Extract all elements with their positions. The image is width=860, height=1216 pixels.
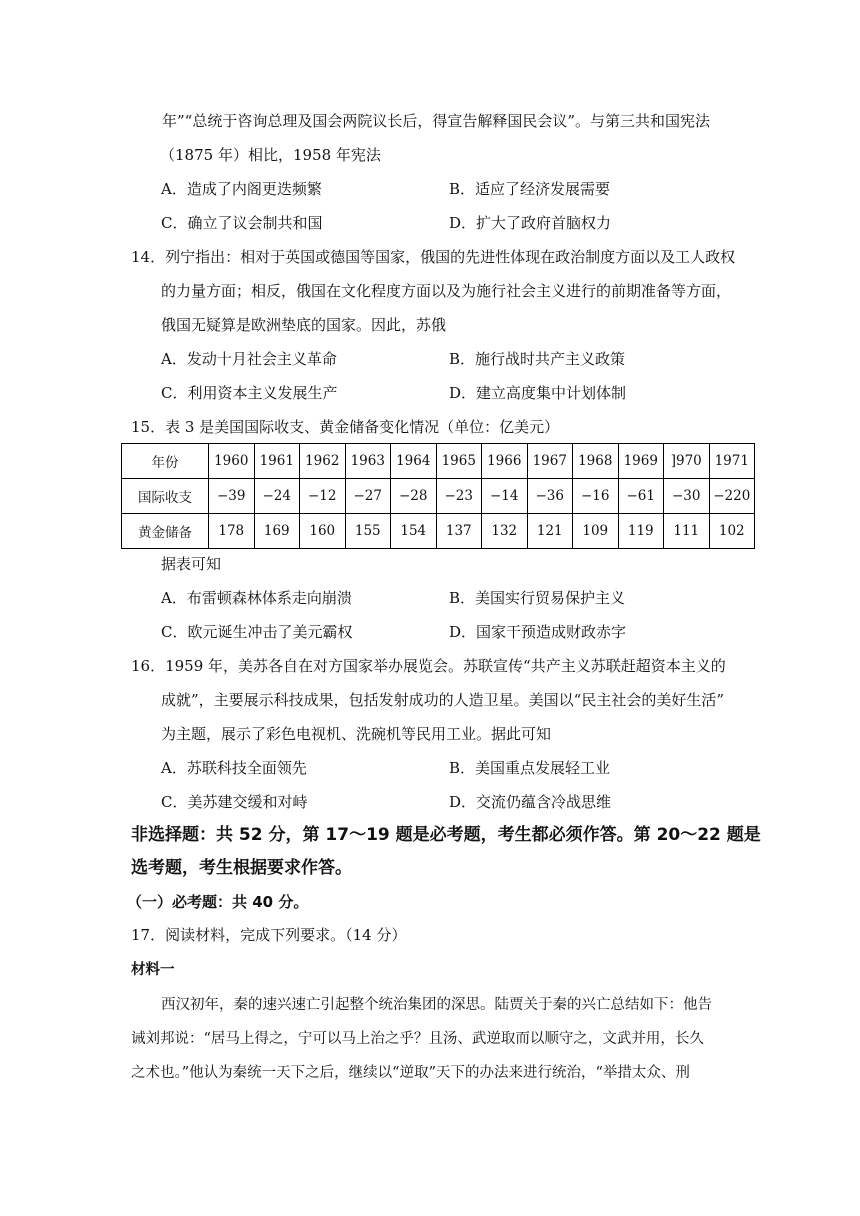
q15-option-b[interactable]: B．美国实行贸易保护主义 bbox=[449, 589, 626, 607]
table-cell: 109 bbox=[573, 514, 619, 549]
q16-option-c[interactable]: C．美苏建交缓和对峙 bbox=[161, 793, 308, 811]
q13-option-a[interactable]: A．造成了内阁更迭频繁 bbox=[161, 180, 322, 198]
q16-option-d[interactable]: D．交流仍蕴含冷战思维 bbox=[449, 793, 612, 811]
table-cell: −28 bbox=[391, 479, 437, 514]
table-cell: 132 bbox=[482, 514, 528, 549]
material-line-3: 之术也。”他认为秦统一天下之后，继续以“逆取”天下的办法来进行统治，“举措太众、刑 bbox=[131, 1065, 690, 1081]
table-cell: 121 bbox=[527, 514, 573, 549]
section-heading-line-2: 选考题，考生根据要求作答。 bbox=[131, 858, 352, 878]
q17-stem: 17．阅读材料，完成下列要求。（14 分） bbox=[131, 926, 407, 944]
table-cell: ]970 bbox=[664, 444, 710, 479]
material-line-1: 西汉初年，秦的速兴速亡引起整个统治集团的深思。陆贾关于秦的兴亡总结如下：他告 bbox=[161, 997, 712, 1013]
table-cell: −30 bbox=[664, 479, 710, 514]
q14-option-c[interactable]: C．利用资本主义发展生产 bbox=[161, 384, 338, 402]
material-line-2: 诫刘邦说：“居马上得之，宁可以马上治之乎？且汤、武逆取而以顺守之，文武并用，长久 bbox=[131, 1031, 704, 1047]
table-cell: −12 bbox=[300, 479, 346, 514]
table-cell: 1967 bbox=[527, 444, 573, 479]
table-cell: 1965 bbox=[436, 444, 482, 479]
table-cell: 160 bbox=[300, 514, 346, 549]
table-cell: −23 bbox=[436, 479, 482, 514]
table-row-balance bbox=[122, 479, 755, 514]
q14-option-a[interactable]: A．发动十月社会主义革命 bbox=[161, 350, 337, 368]
table-cell: 1963 bbox=[345, 444, 391, 479]
table-cell: −220 bbox=[709, 479, 755, 514]
q13-option-c[interactable]: C．确立了议会制共和国 bbox=[161, 214, 323, 232]
material-label: 材料一 bbox=[131, 962, 175, 978]
q15-option-d[interactable]: D．国家干预造成财政赤字 bbox=[449, 623, 627, 641]
table-cell: 1968 bbox=[573, 444, 619, 479]
table-cell: 154 bbox=[391, 514, 437, 549]
table-row-gold bbox=[122, 514, 755, 549]
q16-option-b[interactable]: B．美国重点发展轻工业 bbox=[449, 759, 611, 777]
table-row-label: 国际收支 bbox=[122, 479, 209, 514]
table-cell: −14 bbox=[482, 479, 528, 514]
section-heading-line-1: 非选择题：共 52 分，第 17～19 题是必考题，考生都必须作答。第 20～22 题是 bbox=[131, 825, 761, 845]
q15-after-table: 据表可知 bbox=[161, 555, 222, 573]
q13-option-d[interactable]: D．扩大了政府首脑权力 bbox=[449, 214, 612, 232]
table-cell: 1969 bbox=[618, 444, 664, 479]
table-cell: 178 bbox=[209, 514, 255, 549]
q14-line-1: 14．列宁指出：相对于英国或德国等国家，俄国的先进性体现在政治制度方面以及工人政权 bbox=[131, 248, 736, 266]
q13-option-b[interactable]: B．适应了经济发展需要 bbox=[449, 180, 611, 198]
q15-option-c[interactable]: C．欧元诞生冲击了美元霸权 bbox=[161, 623, 353, 641]
table-cell: 1960 bbox=[209, 444, 255, 479]
table-cell: −61 bbox=[618, 479, 664, 514]
gold-reserve-table bbox=[121, 443, 755, 549]
q16-line-3: 为主题，展示了彩色电视机、洗碗机等民用工业。据此可知 bbox=[161, 725, 552, 743]
q16-option-a[interactable]: A．苏联科技全面领先 bbox=[161, 759, 307, 777]
q14-line-2: 的力量方面；相反，俄国在文化程度方面以及为施行社会主义进行的前期准备等方面， bbox=[161, 282, 732, 300]
table-cell: 169 bbox=[254, 514, 300, 549]
table-cell: −39 bbox=[209, 479, 255, 514]
table-cell: −24 bbox=[254, 479, 300, 514]
table-header-label: 年份 bbox=[122, 444, 209, 479]
table-cell: 119 bbox=[618, 514, 664, 549]
table-row-label: 黄金储备 bbox=[122, 514, 209, 549]
required-section-heading: （一）必考题：共 40 分。 bbox=[127, 893, 309, 911]
q16-line-2: 成就”，主要展示科技成果，包括发射成功的人造卫星。美国以“民主社会的美好生活” bbox=[161, 691, 725, 709]
q14-option-d[interactable]: D．建立高度集中计划体制 bbox=[449, 384, 627, 402]
table-cell: 155 bbox=[345, 514, 391, 549]
table-cell: −16 bbox=[573, 479, 619, 514]
q13-line-1: 年”“总统于咨询总理及国会两院议长后，得宣告解释国民会议”。与第三共和国宪法 bbox=[162, 112, 711, 130]
table-cell: 1961 bbox=[254, 444, 300, 479]
q13-line-2: （1875 年）相比，1958 年宪法 bbox=[160, 146, 381, 164]
q15-option-a[interactable]: A．布雷顿森林体系走向崩溃 bbox=[161, 589, 352, 607]
q15-stem: 15．表 3 是美国国际收支、黄金储备变化情况（单位：亿美元） bbox=[131, 418, 560, 436]
q14-line-3: 俄国无疑算是欧洲垫底的国家。因此，苏俄 bbox=[161, 316, 447, 334]
table-cell: 1971 bbox=[709, 444, 755, 479]
table-cell: 111 bbox=[664, 514, 710, 549]
table-cell: 1962 bbox=[300, 444, 346, 479]
q16-line-1: 16．1959 年，美苏各自在对方国家举办展览会。苏联宣传“共产主义苏联赶超资本主义的 bbox=[131, 657, 726, 675]
table-cell: −36 bbox=[527, 479, 573, 514]
q14-option-b[interactable]: B．施行战时共产主义政策 bbox=[449, 350, 626, 368]
table-cell: 1966 bbox=[482, 444, 528, 479]
table-row-years bbox=[122, 444, 755, 479]
table-cell: 137 bbox=[436, 514, 482, 549]
table-cell: 1964 bbox=[391, 444, 437, 479]
table-cell: 102 bbox=[709, 514, 755, 549]
table-cell: −27 bbox=[345, 479, 391, 514]
